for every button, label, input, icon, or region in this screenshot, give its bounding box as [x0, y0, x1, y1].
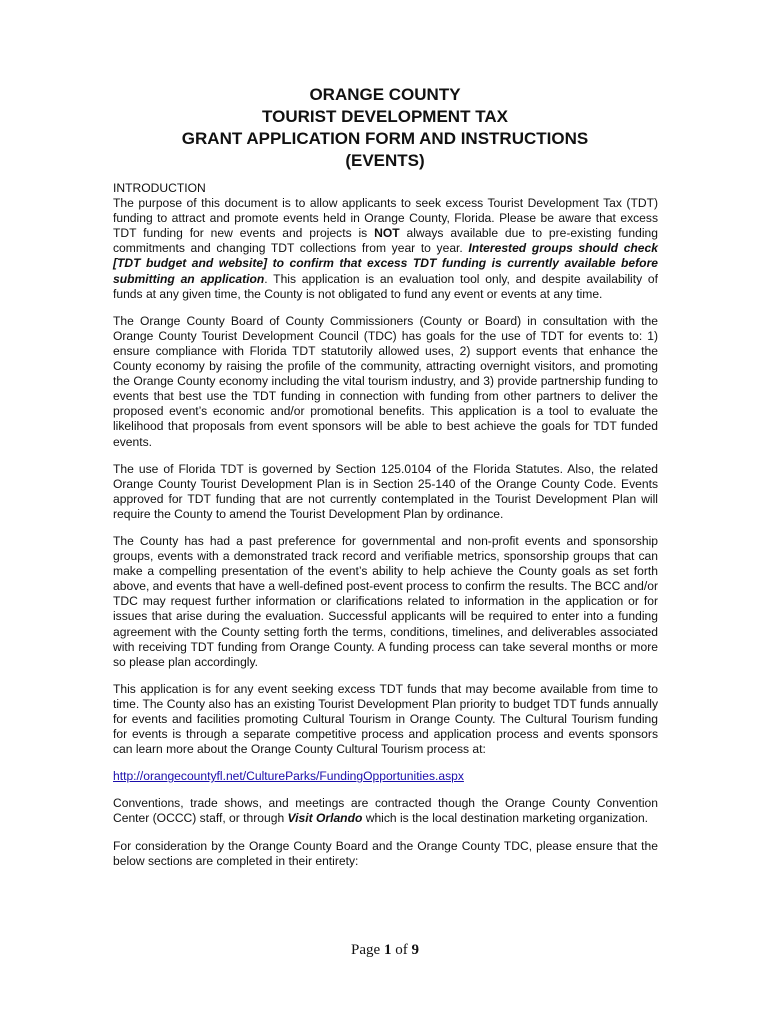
document-title [0, 84, 770, 172]
footer-current-page: 1 [383, 942, 392, 958]
title-line-3: GRANT APPLICATION FORM AND INSTRUCTIONS [181, 129, 589, 148]
page-footer [0, 942, 770, 959]
p1-text-e: . This application is an evaluation tool only, and despite availability of funds at any given time, the County is not obligated to fund any event or events at any time. [113, 271, 658, 301]
p1-text-c: always available due to pre-existing funding commitments and changing TDT collections from year to year. [113, 226, 658, 256]
link-paragraph [113, 769, 658, 784]
p6-text-a: Conventions, trade shows, and meetings are contracted though the Orange County Convention Center (OCCC) staff, or through [113, 796, 658, 826]
funding-opportunities-link[interactable]: http://orangecountyfl.net/CultureParks/FundingOpportunities.aspx [113, 769, 464, 784]
footer-page-word: Page [351, 942, 384, 958]
footer-of-word: of [391, 942, 412, 958]
p6-text-c: which is the local destination marketing organization. [362, 811, 649, 826]
paragraph-consideration: For consideration by the Orange County Board and the Orange County TDC, please ensure that the below sections are completed in their entirety: [113, 838, 658, 868]
document-body [113, 181, 658, 881]
paragraph-governance: The use of Florida TDT is governed by Section 125.0104 of the Florida Statutes. Also, the related Orange County Tourist Development Plan is in Section 25-140 of the Orange County Code. Events approved for TDT funding that are not currently contemplated in the Tourist Development Plan will require the County to amend the Tourist Development Plan by ordinance. [113, 461, 658, 521]
p6-emphasis-visit-orlando: Visit Orlando [287, 811, 363, 826]
title-line-2: TOURIST DEVELOPMENT TAX [262, 107, 508, 126]
p1-text-a: The purpose of this document is to allow applicants to seek excess Tourist Development Tax (TDT) funding to attract and promote events held in Orange County, Florida. Please be aware that excess TDT funding for new events and projects is [113, 196, 658, 241]
paragraph-purpose [113, 196, 658, 302]
title-line-1: ORANGE COUNTY [309, 85, 461, 104]
paragraph-cultural-tourism: This application is for any event seeking excess TDT funds that may become available from time to time. The County also has an existing Tourist Development Plan priority to budget TDT funds annually for events and facilities promoting Cultural Tourism in Orange County. The Cultural Tourism funding for events is through a separate competitive process and application process and events sponsors can learn more about the Orange County Cultural Tourism process at: [113, 681, 658, 757]
section-heading-introduction: INTRODUCTION [113, 181, 206, 195]
title-line-4: (EVENTS) [345, 151, 425, 170]
paragraph-goals: The Orange County Board of County Commissioners (County or Board) in consultation with the Orange County Tourist Development Council (TDC) has goals for the use of TDT for events to: 1) ensure compliance with Florida TDT statutorily allowed uses, 2) support events that enhance the County economy by raising the profile of the community, attracting overnight visitors, and promoting the Orange County economy including the vital tourism industry, and 3) provide partnership funding to events that best use the TDT funding in connection with funding from other partners to deliver the proposed event’s economic and/or promotional benefits. This application is a tool to evaluate the likelihood that proposals from event sponsors will be able to best achieve the goals for TDT funded events. [113, 313, 658, 449]
p1-emphasis-not: NOT [374, 226, 400, 241]
paragraph-preferences: The County has had a past preference for governmental and non-profit events and sponsorship groups, events with a demonstrated track record and verifiable metrics, sponsorship groups that can make a compelling presentation of the event’s ability to help achieve the County goals as set forth above, and events that have a well-defined post-event process to confirm the results. The BCC and/or TDC may request further information or clarifications related to information in the application or for issues that arise during the evaluation. Successful applicants will be required to enter into a funding agreement with the County setting forth the terms, conditions, timelines, and deliverables associated with receiving TDT funding from Orange County. A funding process can take several months or more so please plan accordingly. [113, 533, 658, 669]
p1-emphasis-check-budget: Interested groups should check [TDT budget and website] to confirm that excess TDT funding is currently available before submitting an application [113, 241, 658, 286]
paragraph-conventions [113, 796, 658, 826]
footer-total-pages: 9 [411, 942, 419, 958]
